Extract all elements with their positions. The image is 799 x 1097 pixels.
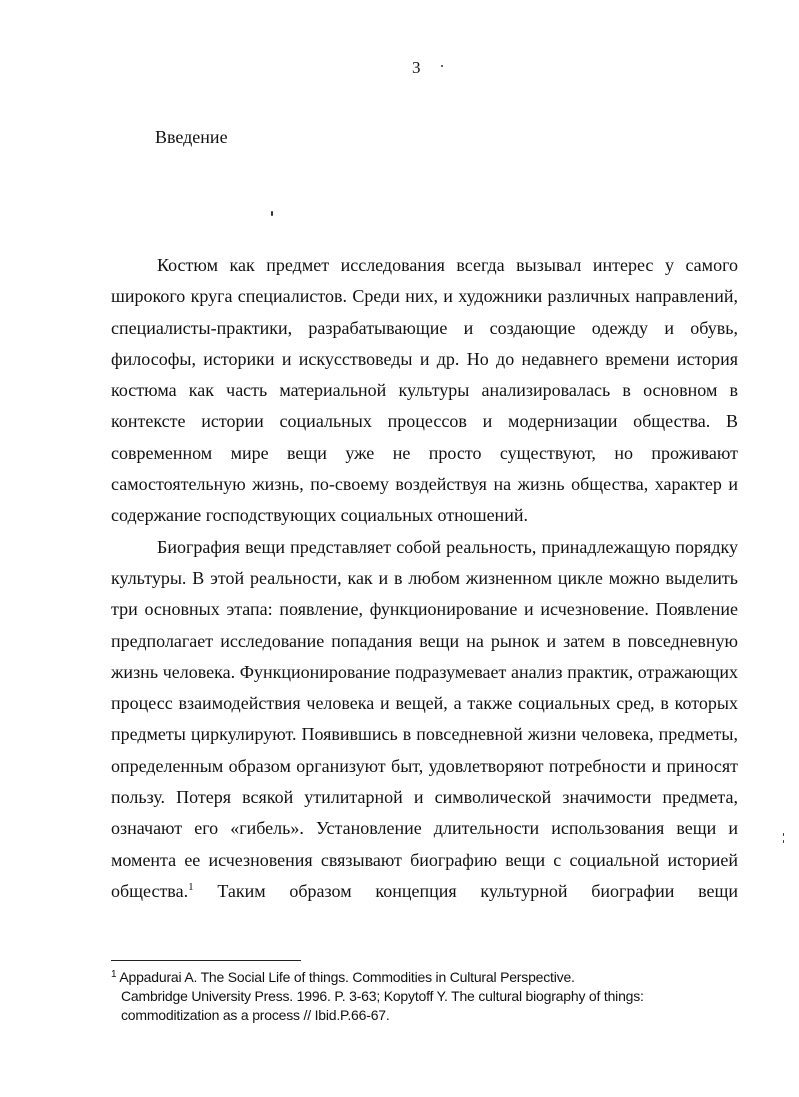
body-text xyxy=(111,250,738,907)
scan-speck xyxy=(271,211,273,216)
footnote-mark: 1 xyxy=(111,969,117,980)
paragraph-2-text: Биография вещи представляет собой реальность, принадлежащую порядку культуры. В этой реальности, как и в любом жизненном цикле можно выделить три основных этапа: появление, функционирование и исчезновение. Появление предполагает исследование попадания вещи на рынок и затем в повседневную жизнь человека. Функционирование подразумевает анализ практик, отражающих процесс взаимодействия человека и вещей, а также социальных сред, в которых предметы циркулируют. Появившись в повседневной жизни человека, предметы, определенным образом организуют быт, удовлетворяют потребности и приносят пользу. Потеря всякой утилитарной и символической значимости предмета, означают его «гибель». Установление длительности использования вещи и момента ее исчезновения связывают биографию вещи с социальной историей общества. xyxy=(111,536,738,901)
scan-speck xyxy=(783,833,784,836)
paragraph-2-continuation: Таким образом концепция культурной биографии вещи xyxy=(193,880,738,901)
paragraph-1: Костюм как предмет исследования всегда вызывал интерес у самого широкого круга специалистов. Среди них, и художники различных направлений, специалисты-практики, разрабатывающие и создающие одежду и обувь, философы, историки и искусствоведы и др. Но до недавнего времени история костюма как часть материальной культуры анализировалась в основном в контексте истории социальных процессов и модернизации общества. В современном мире вещи уже не просто существуют, но проживают самостоятельную жизнь, по-своему воздействуя на жизнь общества, характер и содержание господствующих социальных отношений. xyxy=(111,255,738,526)
footnote xyxy=(111,968,671,1025)
footnote-reference[interactable]: 1 xyxy=(188,880,194,893)
scan-speck xyxy=(441,65,443,67)
footnote-line-3: commoditization as a process // Ibid.P.66-67. xyxy=(121,1007,390,1023)
footnote-line-1-text: Appadurai A. The Social Life of things. Commodities in Cultural Perspective. xyxy=(119,969,575,985)
paragraph-2 xyxy=(111,532,738,908)
footnote-line-1 xyxy=(111,968,671,987)
footnote-divider xyxy=(111,960,301,961)
footnote-line-2: Cambridge University Press. 1996. P. 3-63; Kopytoff Y. The cultural biography of things: xyxy=(121,988,644,1004)
page-number: 3 xyxy=(412,58,421,77)
scan-speck xyxy=(783,840,784,843)
section-heading: Введение xyxy=(155,127,228,147)
